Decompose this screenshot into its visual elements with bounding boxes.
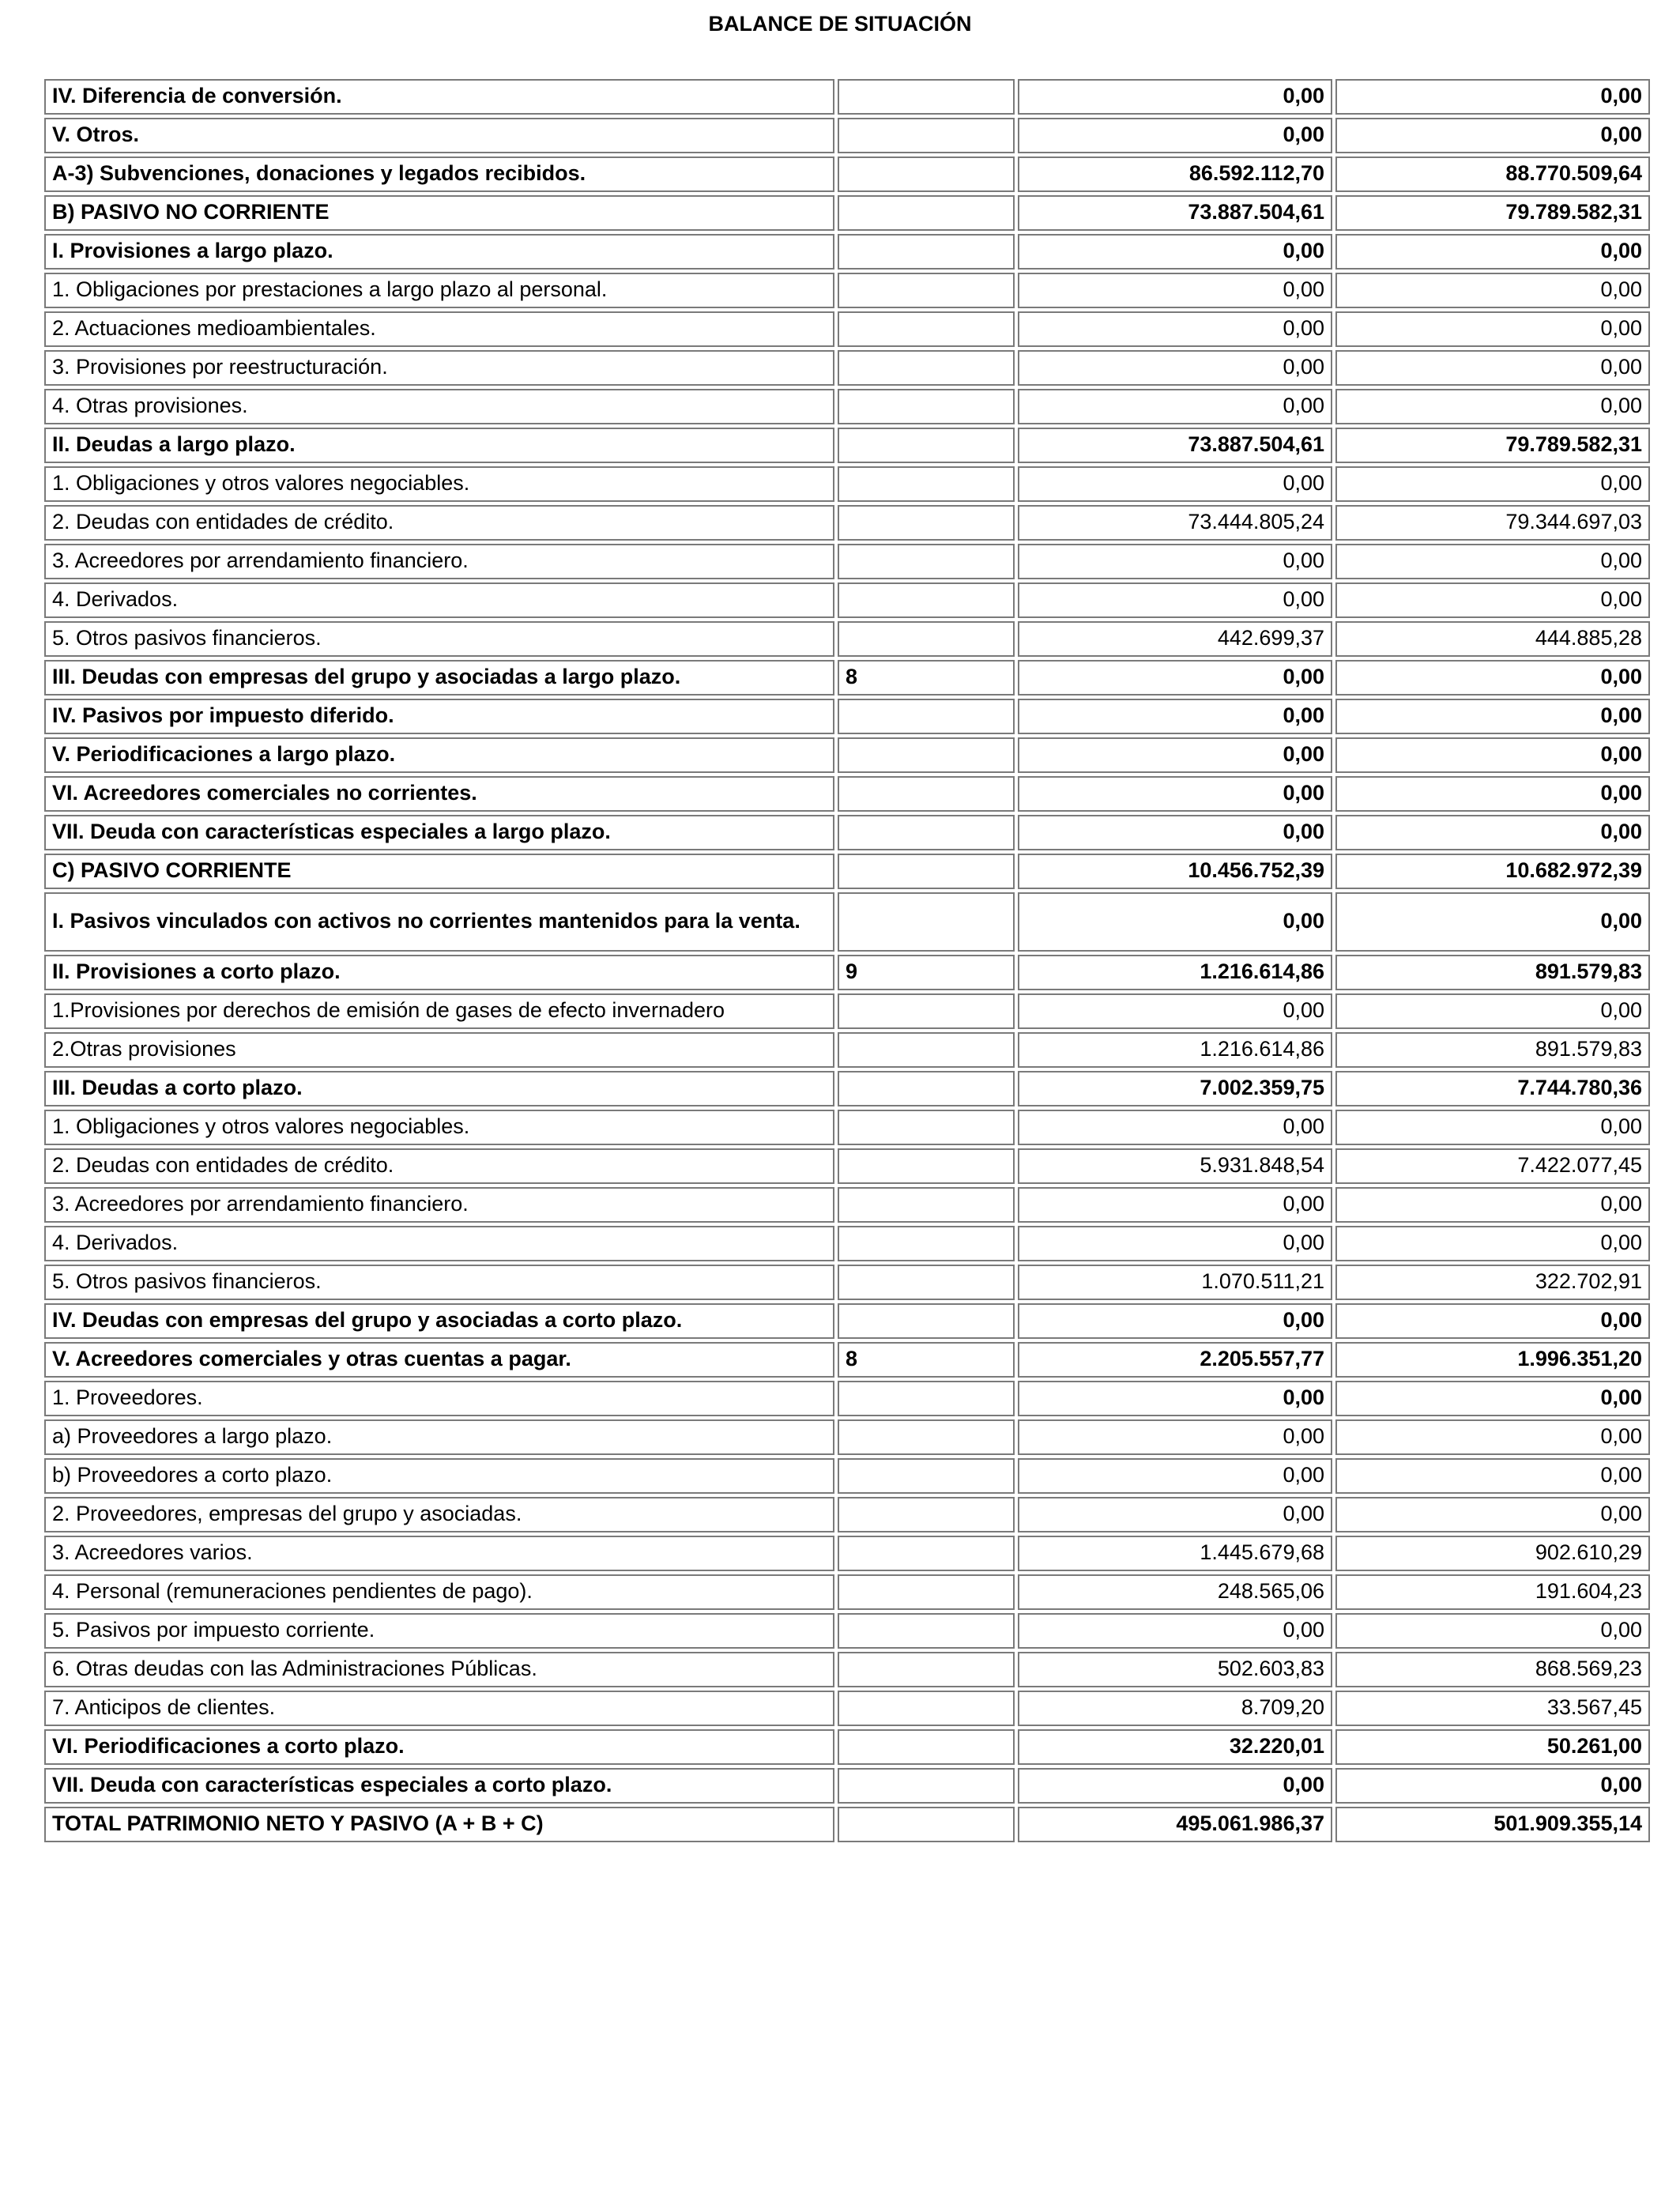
- row-value-previous: 0,00: [1335, 311, 1650, 347]
- row-value-current: 0,00: [1018, 1303, 1332, 1339]
- row-concept: VII. Deuda con características especiales a corto plazo.: [44, 1768, 834, 1804]
- row-value-current: 0,00: [1018, 544, 1332, 579]
- table-row: [44, 993, 1650, 1029]
- row-note: [838, 466, 1015, 502]
- row-concept: VI. Acreedores comerciales no corrientes.: [44, 776, 834, 812]
- row-value-previous: 0,00: [1335, 466, 1650, 502]
- row-note: [838, 1110, 1015, 1145]
- row-note: [838, 582, 1015, 618]
- row-value-current: 0,00: [1018, 1187, 1332, 1223]
- row-concept: 4. Personal (remuneraciones pendientes de pago).: [44, 1574, 834, 1610]
- table-row: [44, 234, 1650, 270]
- table-row: [44, 621, 1650, 657]
- row-value-previous: 0,00: [1335, 1110, 1650, 1145]
- row-note: [838, 1265, 1015, 1300]
- table-row: [44, 1536, 1650, 1571]
- row-value-previous: 0,00: [1335, 699, 1650, 734]
- row-value-previous: 79.789.582,31: [1335, 428, 1650, 463]
- row-value-current: 0,00: [1018, 1497, 1332, 1532]
- row-concept: 2. Deudas con entidades de crédito.: [44, 1148, 834, 1184]
- row-value-previous: 891.579,83: [1335, 955, 1650, 990]
- table-row: [44, 776, 1650, 812]
- row-value-previous: 0,00: [1335, 1419, 1650, 1455]
- row-concept: 1. Obligaciones y otros valores negociables.: [44, 466, 834, 502]
- table-row: [44, 955, 1650, 990]
- row-value-current: 73.444.805,24: [1018, 505, 1332, 541]
- table-row: [44, 544, 1650, 579]
- row-value-current: 0,00: [1018, 234, 1332, 270]
- row-value-previous: 902.610,29: [1335, 1536, 1650, 1571]
- table-row: [44, 854, 1650, 889]
- row-value-current: 0,00: [1018, 79, 1332, 115]
- table-row: [44, 1652, 1650, 1687]
- row-note: [838, 1613, 1015, 1649]
- row-note: [838, 311, 1015, 347]
- row-value-previous: 0,00: [1335, 660, 1650, 696]
- row-value-current: 0,00: [1018, 389, 1332, 424]
- row-value-previous: 50.261,00: [1335, 1729, 1650, 1765]
- table-row: [44, 1458, 1650, 1494]
- table-row: [44, 1187, 1650, 1223]
- table-row: [44, 505, 1650, 541]
- row-concept: 4. Derivados.: [44, 1226, 834, 1261]
- row-concept: 1. Obligaciones por prestaciones a largo plazo al personal.: [44, 273, 834, 308]
- row-value-previous: 0,00: [1335, 1497, 1650, 1532]
- row-note: [838, 815, 1015, 850]
- row-value-current: 5.931.848,54: [1018, 1148, 1332, 1184]
- row-value-previous: 0,00: [1335, 815, 1650, 850]
- row-note: [838, 1497, 1015, 1532]
- row-value-previous: 0,00: [1335, 1613, 1650, 1649]
- row-value-current: 73.887.504,61: [1018, 195, 1332, 231]
- row-concept: 4. Otras provisiones.: [44, 389, 834, 424]
- row-concept: 5. Pasivos por impuesto corriente.: [44, 1613, 834, 1649]
- row-concept: III. Deudas a corto plazo.: [44, 1071, 834, 1106]
- row-concept: 5. Otros pasivos financieros.: [44, 1265, 834, 1300]
- row-value-previous: 0,00: [1335, 1768, 1650, 1804]
- row-value-current: 0,00: [1018, 311, 1332, 347]
- row-concept: a) Proveedores a largo plazo.: [44, 1419, 834, 1455]
- row-note: [838, 1303, 1015, 1339]
- row-value-current: 32.220,01: [1018, 1729, 1332, 1765]
- row-concept: 2. Deudas con entidades de crédito.: [44, 505, 834, 541]
- row-value-previous: 0,00: [1335, 1458, 1650, 1494]
- row-note: [838, 1574, 1015, 1610]
- row-note: [838, 1032, 1015, 1068]
- row-value-current: 0,00: [1018, 660, 1332, 696]
- row-concept: 3. Acreedores varios.: [44, 1536, 834, 1571]
- row-concept: V. Periodificaciones a largo plazo.: [44, 737, 834, 773]
- row-concept: 3. Provisiones por reestructuración.: [44, 350, 834, 386]
- table-row: [44, 1613, 1650, 1649]
- table-row: [44, 1729, 1650, 1765]
- row-value-previous: 1.996.351,20: [1335, 1342, 1650, 1378]
- row-value-current: 86.592.112,70: [1018, 156, 1332, 192]
- row-value-previous: 0,00: [1335, 776, 1650, 812]
- row-concept: II. Provisiones a corto plazo.: [44, 955, 834, 990]
- row-value-previous: 501.909.355,14: [1335, 1807, 1650, 1842]
- row-value-current: 0,00: [1018, 1458, 1332, 1494]
- row-concept: 3. Acreedores por arrendamiento financiero.: [44, 544, 834, 579]
- row-value-current: 0,00: [1018, 815, 1332, 850]
- row-value-previous: 444.885,28: [1335, 621, 1650, 657]
- table-row: [44, 1032, 1650, 1068]
- table-row: [44, 1497, 1650, 1532]
- table-row: [44, 1381, 1650, 1416]
- row-value-previous: 79.344.697,03: [1335, 505, 1650, 541]
- row-value-current: 1.216.614,86: [1018, 955, 1332, 990]
- row-value-previous: 10.682.972,39: [1335, 854, 1650, 889]
- row-value-previous: 0,00: [1335, 582, 1650, 618]
- row-note: [838, 776, 1015, 812]
- table-row: [44, 273, 1650, 308]
- row-value-previous: 0,00: [1335, 1303, 1650, 1339]
- table-row: [44, 815, 1650, 850]
- row-value-current: 10.456.752,39: [1018, 854, 1332, 889]
- row-note: [838, 1458, 1015, 1494]
- row-note: [838, 993, 1015, 1029]
- row-value-previous: 0,00: [1335, 544, 1650, 579]
- table-row: [44, 118, 1650, 153]
- row-concept: 2. Actuaciones medioambientales.: [44, 311, 834, 347]
- row-concept: I. Pasivos vinculados con activos no corrientes mantenidos para la venta.: [44, 892, 834, 952]
- row-value-current: 0,00: [1018, 273, 1332, 308]
- row-value-current: 0,00: [1018, 993, 1332, 1029]
- row-note: [838, 1691, 1015, 1726]
- row-value-current: 0,00: [1018, 892, 1332, 952]
- row-concept: B) PASIVO NO CORRIENTE: [44, 195, 834, 231]
- row-value-previous: 0,00: [1335, 892, 1650, 952]
- table-row: [44, 1303, 1650, 1339]
- row-concept: 5. Otros pasivos financieros.: [44, 621, 834, 657]
- table-row: [44, 582, 1650, 618]
- row-value-previous: 0,00: [1335, 1226, 1650, 1261]
- row-value-previous: 868.569,23: [1335, 1652, 1650, 1687]
- row-value-previous: 0,00: [1335, 1381, 1650, 1416]
- row-note: [838, 699, 1015, 734]
- row-value-current: 0,00: [1018, 1613, 1332, 1649]
- row-concept: VII. Deuda con características especiales a largo plazo.: [44, 815, 834, 850]
- row-value-previous: 0,00: [1335, 350, 1650, 386]
- balance-table: [41, 76, 1653, 1845]
- row-concept: II. Deudas a largo plazo.: [44, 428, 834, 463]
- row-concept: V. Otros.: [44, 118, 834, 153]
- row-concept: 2. Proveedores, empresas del grupo y asociadas.: [44, 1497, 834, 1532]
- row-concept: 2.Otras provisiones: [44, 1032, 834, 1068]
- row-value-previous: 0,00: [1335, 993, 1650, 1029]
- row-note: [838, 1536, 1015, 1571]
- row-concept: III. Deudas con empresas del grupo y asociadas a largo plazo.: [44, 660, 834, 696]
- table-row: [44, 892, 1650, 952]
- row-value-previous: 33.567,45: [1335, 1691, 1650, 1726]
- table-row: [44, 1071, 1650, 1106]
- row-concept: 7. Anticipos de clientes.: [44, 1691, 834, 1726]
- table-row: [44, 466, 1650, 502]
- row-note: 8: [838, 660, 1015, 696]
- row-note: [838, 1226, 1015, 1261]
- row-value-current: 0,00: [1018, 1768, 1332, 1804]
- table-row: [44, 195, 1650, 231]
- row-value-current: 8.709,20: [1018, 1691, 1332, 1726]
- row-value-previous: 322.702,91: [1335, 1265, 1650, 1300]
- table-row: [44, 1226, 1650, 1261]
- row-note: [838, 389, 1015, 424]
- row-note: [838, 1071, 1015, 1106]
- table-row: [44, 1691, 1650, 1726]
- table-row: [44, 699, 1650, 734]
- balance-table-body: [44, 79, 1650, 1842]
- row-concept: I. Provisiones a largo plazo.: [44, 234, 834, 270]
- row-value-current: 0,00: [1018, 737, 1332, 773]
- row-note: 9: [838, 955, 1015, 990]
- row-note: [838, 505, 1015, 541]
- row-value-current: 0,00: [1018, 1419, 1332, 1455]
- row-value-previous: 891.579,83: [1335, 1032, 1650, 1068]
- row-note: [838, 273, 1015, 308]
- row-note: [838, 1729, 1015, 1765]
- table-row: [44, 350, 1650, 386]
- table-row: [44, 1807, 1650, 1842]
- row-note: [838, 79, 1015, 115]
- row-value-current: 442.699,37: [1018, 621, 1332, 657]
- row-note: [838, 1381, 1015, 1416]
- row-concept: 1.Provisiones por derechos de emisión de gases de efecto invernadero: [44, 993, 834, 1029]
- row-note: [838, 892, 1015, 952]
- row-value-previous: 0,00: [1335, 1187, 1650, 1223]
- row-note: [838, 1148, 1015, 1184]
- row-concept: A-3) Subvenciones, donaciones y legados recibidos.: [44, 156, 834, 192]
- row-value-current: 0,00: [1018, 466, 1332, 502]
- row-value-current: 502.603,83: [1018, 1652, 1332, 1687]
- row-note: [838, 737, 1015, 773]
- table-row: [44, 1419, 1650, 1455]
- row-concept: 3. Acreedores por arrendamiento financiero.: [44, 1187, 834, 1223]
- row-note: [838, 1652, 1015, 1687]
- row-value-current: 1.070.511,21: [1018, 1265, 1332, 1300]
- row-note: [838, 1187, 1015, 1223]
- row-value-current: 0,00: [1018, 699, 1332, 734]
- row-value-current: 0,00: [1018, 350, 1332, 386]
- row-note: [838, 544, 1015, 579]
- row-value-current: 0,00: [1018, 1226, 1332, 1261]
- row-value-previous: 0,00: [1335, 118, 1650, 153]
- row-note: [838, 428, 1015, 463]
- row-note: [838, 350, 1015, 386]
- row-value-current: 0,00: [1018, 582, 1332, 618]
- table-row: [44, 737, 1650, 773]
- row-concept: 4. Derivados.: [44, 582, 834, 618]
- table-row: [44, 428, 1650, 463]
- table-row: [44, 1148, 1650, 1184]
- row-note: [838, 1419, 1015, 1455]
- row-value-current: 1.445.679,68: [1018, 1536, 1332, 1571]
- row-concept: V. Acreedores comerciales y otras cuentas a pagar.: [44, 1342, 834, 1378]
- row-value-current: 1.216.614,86: [1018, 1032, 1332, 1068]
- row-note: [838, 854, 1015, 889]
- table-row: [44, 1574, 1650, 1610]
- row-note: 8: [838, 1342, 1015, 1378]
- row-value-previous: 0,00: [1335, 737, 1650, 773]
- row-value-previous: 0,00: [1335, 234, 1650, 270]
- row-concept: b) Proveedores a corto plazo.: [44, 1458, 834, 1494]
- table-row: [44, 311, 1650, 347]
- row-note: [838, 234, 1015, 270]
- row-concept: 6. Otras deudas con las Administraciones Públicas.: [44, 1652, 834, 1687]
- row-value-current: 73.887.504,61: [1018, 428, 1332, 463]
- table-row: [44, 79, 1650, 115]
- row-note: [838, 195, 1015, 231]
- row-value-current: 0,00: [1018, 1381, 1332, 1416]
- row-value-previous: 7.422.077,45: [1335, 1148, 1650, 1184]
- row-value-previous: 0,00: [1335, 389, 1650, 424]
- row-value-current: 0,00: [1018, 118, 1332, 153]
- row-concept: IV. Diferencia de conversión.: [44, 79, 834, 115]
- table-row: [44, 1265, 1650, 1300]
- row-value-previous: 0,00: [1335, 273, 1650, 308]
- row-value-current: 248.565,06: [1018, 1574, 1332, 1610]
- table-row: [44, 156, 1650, 192]
- row-note: [838, 156, 1015, 192]
- table-row: [44, 660, 1650, 696]
- table-row: [44, 1110, 1650, 1145]
- table-row: [44, 1342, 1650, 1378]
- row-value-current: 0,00: [1018, 776, 1332, 812]
- row-note: [838, 118, 1015, 153]
- row-concept: 1. Proveedores.: [44, 1381, 834, 1416]
- row-note: [838, 1768, 1015, 1804]
- table-row: [44, 1768, 1650, 1804]
- row-value-previous: 88.770.509,64: [1335, 156, 1650, 192]
- row-concept: TOTAL PATRIMONIO NETO Y PASIVO (A + B + C): [44, 1807, 834, 1842]
- row-value-current: 0,00: [1018, 1110, 1332, 1145]
- row-note: [838, 621, 1015, 657]
- row-value-current: 7.002.359,75: [1018, 1071, 1332, 1106]
- row-value-current: 495.061.986,37: [1018, 1807, 1332, 1842]
- row-concept: VI. Periodificaciones a corto plazo.: [44, 1729, 834, 1765]
- row-concept: 1. Obligaciones y otros valores negociables.: [44, 1110, 834, 1145]
- table-row: [44, 389, 1650, 424]
- row-concept: IV. Deudas con empresas del grupo y asociadas a corto plazo.: [44, 1303, 834, 1339]
- row-note: [838, 1807, 1015, 1842]
- row-value-previous: 0,00: [1335, 79, 1650, 115]
- row-value-previous: 7.744.780,36: [1335, 1071, 1650, 1106]
- row-value-current: 2.205.557,77: [1018, 1342, 1332, 1378]
- row-value-previous: 79.789.582,31: [1335, 195, 1650, 231]
- row-concept: IV. Pasivos por impuesto diferido.: [44, 699, 834, 734]
- row-value-previous: 191.604,23: [1335, 1574, 1650, 1610]
- page-title: BALANCE DE SITUACIÓN: [708, 12, 972, 36]
- row-concept: C) PASIVO CORRIENTE: [44, 854, 834, 889]
